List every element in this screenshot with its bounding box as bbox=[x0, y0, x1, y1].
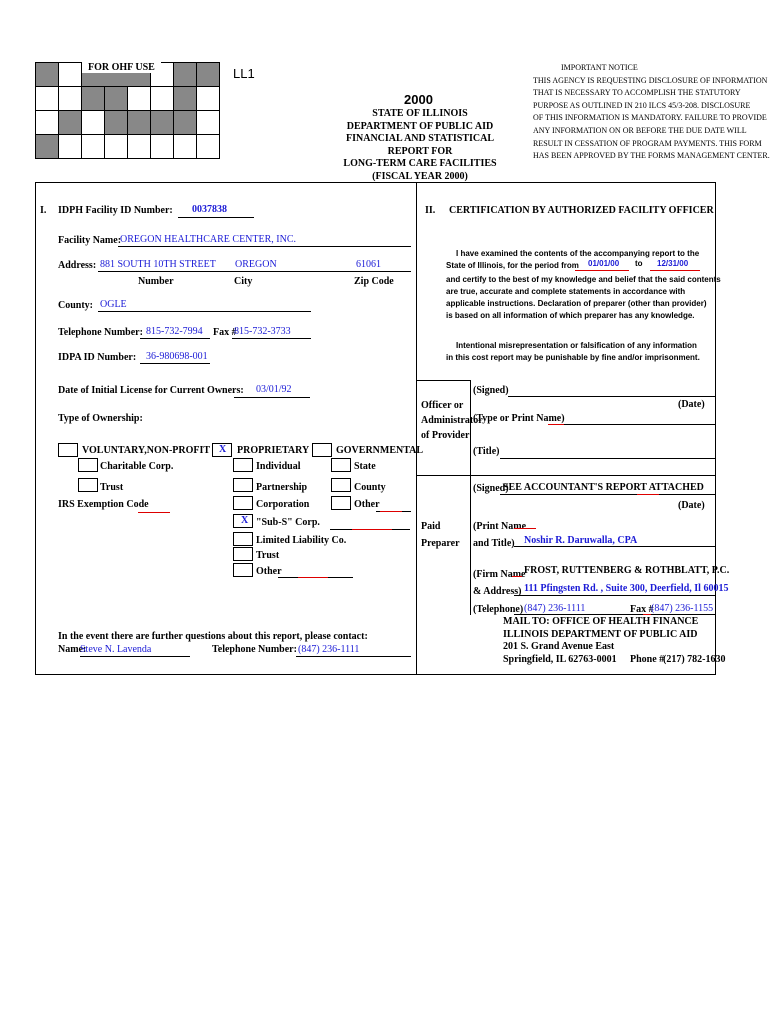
state-checkbox[interactable] bbox=[331, 458, 351, 472]
section2-roman: II. bbox=[425, 205, 436, 216]
idph-value[interactable]: 0037838 bbox=[192, 204, 227, 215]
city-label: City bbox=[234, 276, 253, 287]
preparer-fax-value[interactable]: (847) 236-1155 bbox=[651, 603, 714, 614]
section2-title: CERTIFICATION BY AUTHORIZED FACILITY OFFICER bbox=[449, 205, 714, 216]
governmental-label: GOVERNMENTAL bbox=[336, 445, 424, 456]
voluntary-checkbox[interactable] bbox=[58, 443, 78, 457]
governmental-checkbox[interactable] bbox=[312, 443, 332, 457]
preparer-signed-value[interactable]: SEE ACCOUNTANT'S REPORT ATTACHED bbox=[503, 482, 704, 493]
cert-body: and certify to the best of my knowledge and belief that the said contents are true, accurate and complete statements in accordance with applicable instructions. Declaration of preparer (other than provider) is based on all information of which preparer has any knowledge. bbox=[446, 275, 721, 320]
firm-name-value[interactable]: FROST, RUTTENBERG & ROTHBLATT, P.C. bbox=[524, 565, 730, 576]
ohf-use-label: FOR OHF USE bbox=[82, 62, 161, 73]
ownership-label: Type of Ownership: bbox=[58, 413, 143, 424]
officer-date-label: (Date) bbox=[678, 399, 705, 410]
proprietary-mark: X bbox=[219, 444, 227, 455]
fax-value[interactable]: 815-732-3733 bbox=[234, 326, 291, 337]
city-value[interactable]: OREGON bbox=[235, 259, 277, 270]
section-divider bbox=[416, 182, 417, 675]
state-label: State bbox=[354, 461, 376, 472]
idpa-value[interactable]: 36-980698-001 bbox=[146, 351, 208, 362]
telephone-value[interactable]: 815-732-7994 bbox=[146, 326, 203, 337]
idpa-label: IDPA ID Number: bbox=[58, 352, 137, 363]
other-gov-label: Other bbox=[354, 499, 380, 510]
questions-line: In the event there are further questions about this report, please contact: bbox=[58, 631, 368, 642]
mail-to-block: MAIL TO: OFFICE OF HEALTH FINANCE ILLINOIS DEPARTMENT OF PUBLIC AID 201 S. Grand Avenue East Springfield, IL 62763-0001 bbox=[503, 616, 699, 665]
warning-text: Intentional misrepresentation or falsification of any information in this cost report may be punishable by fine and/or imprisonment. bbox=[446, 341, 700, 362]
ohf-use-grid bbox=[35, 62, 220, 159]
paid-preparer-label: Paid Preparer bbox=[421, 521, 460, 549]
form-year: 2000 bbox=[404, 92, 433, 107]
zip-label: Zip Code bbox=[354, 276, 394, 287]
county-value[interactable]: OGLE bbox=[100, 299, 127, 310]
trust-label: Trust bbox=[100, 482, 124, 493]
street-value[interactable]: 881 SOUTH 10TH STREET bbox=[100, 259, 216, 270]
section1-roman: I. bbox=[40, 205, 47, 216]
county-checkbox[interactable] bbox=[331, 478, 351, 492]
contact-phone-value[interactable]: (847) 236-1111 bbox=[298, 644, 360, 655]
contact-name-label: Name: bbox=[58, 644, 87, 655]
charitable-label: Charitable Corp. bbox=[100, 461, 174, 472]
irs-label: IRS Exemption Code bbox=[58, 499, 149, 510]
facility-name-value[interactable]: OREGON HEALTHCARE CENTER, INC. bbox=[120, 234, 297, 245]
trust2-label: Trust bbox=[256, 550, 280, 561]
idph-label: IDPH Facility ID Number: bbox=[58, 205, 173, 216]
preparer-phone-label: (Telephone) bbox=[473, 604, 524, 615]
partnership-checkbox[interactable] bbox=[233, 478, 253, 492]
contact-name-value[interactable]: Steve N. Lavenda bbox=[80, 644, 152, 655]
other-label: Other bbox=[256, 566, 282, 577]
llc-label: Limited Liability Co. bbox=[256, 535, 347, 546]
preparer-date-label: (Date) bbox=[678, 500, 705, 511]
preparer-phone-value[interactable]: (847) 236-1111 bbox=[524, 603, 586, 614]
address-label: Address: bbox=[58, 260, 97, 271]
trust-checkbox[interactable] bbox=[78, 478, 98, 492]
print-name-value[interactable]: Noshir R. Daruwalla, CPA bbox=[524, 535, 638, 546]
firm-label: (Firm Name & Address) bbox=[473, 569, 526, 597]
period-from-value[interactable]: 01/01/00 bbox=[588, 259, 620, 268]
corporation-checkbox[interactable] bbox=[233, 496, 253, 510]
proprietary-label: PROPRIETARY bbox=[237, 445, 310, 456]
telephone-label: Telephone Number: bbox=[58, 327, 143, 338]
type-name-label: (Type or Print Name) bbox=[473, 413, 565, 424]
cert-line-1: I have examined the contents of the accompanying report to the bbox=[456, 249, 700, 258]
zip-value[interactable]: 61061 bbox=[356, 259, 381, 270]
mail-phone-value: (217) 782-1630 bbox=[663, 654, 726, 665]
cert-line-2: State of Illinois, for the period from bbox=[446, 261, 579, 270]
facility-name-label: Facility Name: bbox=[58, 235, 122, 246]
title-label: (Title) bbox=[473, 446, 500, 457]
print-name-label: (Print Name and Title) bbox=[473, 521, 527, 549]
contact-phone-label: Telephone Number: bbox=[212, 644, 297, 655]
form-title: STATE OF ILLINOIS DEPARTMENT OF PUBLIC AID FINANCIAL AND STATISTICAL REPORT FOR LONG-TERM CARE FACILITIES (FISCAL YEAR 2000) bbox=[343, 108, 497, 182]
to-label: to bbox=[635, 259, 643, 268]
mail-phone-label: Phone # bbox=[630, 654, 665, 665]
partnership-label: Partnership bbox=[256, 482, 308, 493]
officer-label: Officer or Administrator of Provider bbox=[421, 400, 483, 441]
preparer-signed-label: (Signed) bbox=[473, 483, 509, 494]
form-code: LL1 bbox=[233, 66, 255, 81]
license-date-label: Date of Initial License for Current Owners: bbox=[58, 385, 244, 396]
charitable-checkbox[interactable] bbox=[78, 458, 98, 472]
individual-checkbox[interactable] bbox=[233, 458, 253, 472]
officer-signed-label: (Signed) bbox=[473, 385, 509, 396]
corporation-label: Corporation bbox=[256, 499, 310, 510]
trust2-checkbox[interactable] bbox=[233, 547, 253, 561]
preparer-fax-label: Fax # bbox=[630, 604, 654, 615]
voluntary-label: VOLUNTARY,NON-PROFIT bbox=[82, 445, 211, 456]
subs-mark: X bbox=[241, 515, 249, 526]
fax-label: Fax # bbox=[213, 327, 237, 338]
license-date-value[interactable]: 03/01/92 bbox=[256, 384, 292, 395]
important-notice: IMPORTANT NOTICE THIS AGENCY IS REQUESTING DISCLOSURE OF INFORMATION THAT IS NECESSARY TO ACCOMPLISH THE STATUTORY PURPOSE AS OUTLINED IN 210 ILCS 45/3-208. DISCLOSURE OF THIS INFORMATION IS MANDATORY. FAILURE TO PROVIDE ANY INFORMATION ON OR BEFORE THE DUE DATE WILL RESULT IN CESSATION OF PROGRAM PAYMENTS. THIS FORM HAS BEEN APPROVED BY THE FORMS MANAGEMENT CENTER. bbox=[533, 63, 770, 161]
individual-label: Individual bbox=[256, 461, 301, 472]
other-checkbox[interactable] bbox=[233, 563, 253, 577]
subs-label: "Sub-S" Corp. bbox=[256, 517, 320, 528]
county-opt-label: County bbox=[354, 482, 386, 493]
llc-checkbox[interactable] bbox=[233, 532, 253, 546]
firm-address-value[interactable]: 111 Pfingsten Rd. , Suite 300, Deerfield, Il 60015 bbox=[524, 583, 729, 594]
period-to-value[interactable]: 12/31/00 bbox=[657, 259, 689, 268]
county-label: County: bbox=[58, 300, 94, 311]
other-gov-checkbox[interactable] bbox=[331, 496, 351, 510]
number-label: Number bbox=[138, 276, 174, 287]
